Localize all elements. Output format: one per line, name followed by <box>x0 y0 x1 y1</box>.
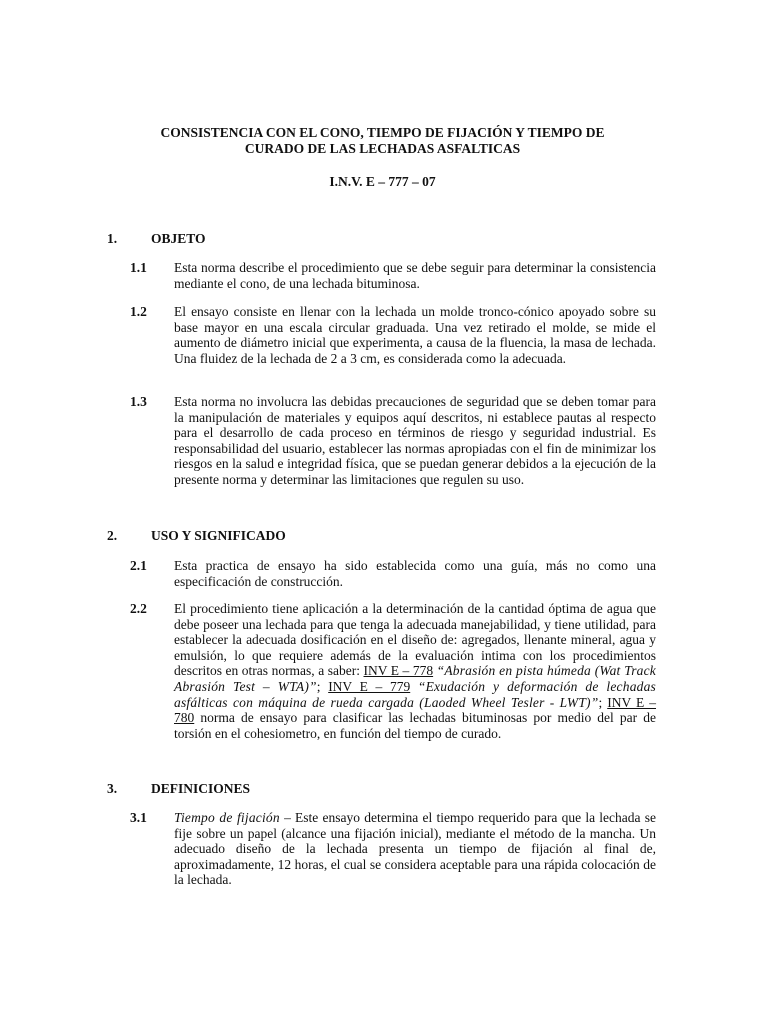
paragraph-number: 2.1 <box>130 558 147 573</box>
separator: ; <box>598 694 608 710</box>
reference-title: “Exudación y deformación de lechadas asfálticas con máquina de rueda cargada (Laoded Wheel Tesler - LWT)” <box>174 678 657 710</box>
norm-reference-link[interactable]: INV E – 778 <box>363 663 434 679</box>
section-title: OBJETO <box>151 231 206 246</box>
paragraph-number: 1.1 <box>130 260 147 275</box>
norm-code: I.N.V. E – 777 – 07 <box>329 174 436 189</box>
paragraph-text: Esta norma describe el procedimiento que se debe seguir para determinar la consistencia mediante el cono, de una lechada bituminosa. <box>174 260 656 291</box>
section-title: USO Y SIGNIFICADO <box>151 528 286 543</box>
paragraph-number: 2.2 <box>130 601 147 616</box>
section-number: 2. <box>107 528 118 543</box>
paragraph-text: Esta practica de ensayo ha sido establecida como una guía, más no como una especificación de construcción. <box>174 558 656 589</box>
paragraph-text <box>174 810 656 888</box>
section-number: 1. <box>107 231 118 246</box>
title-line-1: CONSISTENCIA CON EL CONO, TIEMPO DE FIJACIÓN Y TIEMPO DE <box>160 125 605 140</box>
paragraph-number: 1.3 <box>130 394 147 409</box>
paragraph-number: 1.2 <box>130 304 147 319</box>
norm-reference-link[interactable]: INV E – 780 <box>174 694 656 726</box>
paragraph-number: 3.1 <box>130 810 147 825</box>
section-title: DEFINICIONES <box>151 781 251 796</box>
paragraph-text: El ensayo consiste en llenar con la lechada un molde tronco-cónico apoyado sobre su base mayor en una escala circular graduada. Una vez retirado el molde, se mide el aumento de diámetro inicial que experimenta, a causa de la fluencia, la masa de lechada. Una fluidez de la lechada de 2 a 3 cm, es considerada como la adecuada. <box>174 304 656 366</box>
reference-title: “Abrasión en pista húmeda (Wat Track Abrasión Test – WTA)” <box>174 663 656 694</box>
paragraph-text-outro: norma de ensayo para clasificar las lechadas bituminosas por medio del par de torsión en el cohesiometro, en función del tiempo de curado. <box>174 710 656 741</box>
separator: ; <box>316 678 329 694</box>
definition-term: Tiempo de fijación <box>174 810 280 825</box>
paragraph-text <box>174 601 656 741</box>
norm-reference-link[interactable]: INV E – 779 <box>328 678 411 694</box>
title-line-2: CURADO DE LAS LECHADAS ASFALTICAS <box>244 141 521 156</box>
definition-text: – Este ensayo determina el tiempo requerido para que la lechada se fije sobre un papel (alcance una fijación inicial), mediante el método de la mancha. Un adecuado diseño de la lechada presenta un tiempo de fijación al final de, aproximadamente, 12 horas, el cual se considera aceptable para una rápida colocación de la lechada. <box>174 810 656 888</box>
paragraph-text-intro: El procedimiento tiene aplicación a la determinación de la cantidad óptima de agua que debe poseer una lechada para que tenga la adecuada manejabilidad, y tiene utilidad, para establecer la adecuada dosificación en el diseño de: agregados, llenante mineral, agua y emulsión, lo que requiere además de la evaluación intima con los procedimientos descritos en otras normas, a saber: <box>174 601 656 679</box>
section-number: 3. <box>107 781 118 796</box>
paragraph-text: Esta norma no involucra las debidas precauciones de seguridad que se deben tomar para la manipulación de materiales y equipos aquí descritos, ni establece pautas al respecto para el desarrollo de cada proceso en términos de riesgo y seguridad industrial. Es responsabilidad del usuario, establecer las normas apropiadas con el fin de minimizar los riesgos en la salud e integridad física, que se puedan generar debidos a la ejecución de la presente norma y determinar las limitaciones que regulen su uso. <box>174 394 656 487</box>
document-title <box>110 125 655 157</box>
